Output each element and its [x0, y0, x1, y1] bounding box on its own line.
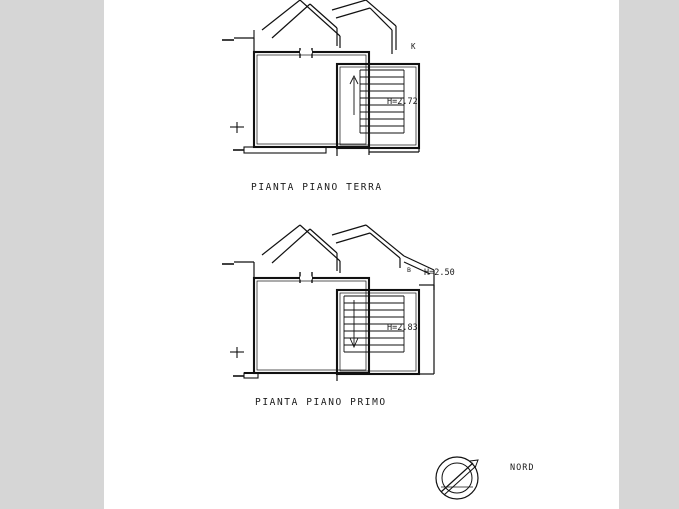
height-label-piano-primo: H=2.83	[387, 323, 418, 333]
caption-piano-primo: PIANTA PIANO PRIMO	[255, 397, 387, 408]
floor-plans-vector	[104, 0, 619, 509]
plan-piano-terra	[222, 0, 419, 156]
balcony-label-b: B	[407, 266, 411, 274]
caption-piano-terra: PIANTA PIANO TERRA	[251, 182, 383, 193]
page-margin-right	[619, 0, 679, 509]
drawing-sheet	[104, 0, 619, 509]
compass-rose	[436, 457, 478, 499]
height-label-piano-terra: H=2.72	[387, 97, 418, 107]
compass-label-nord: NORD	[510, 463, 535, 473]
opening-label-k: K	[411, 42, 416, 51]
page-margin-left	[0, 0, 104, 509]
plan-piano-primo	[222, 225, 434, 381]
height-label-balcony: H=2.50	[424, 268, 455, 278]
